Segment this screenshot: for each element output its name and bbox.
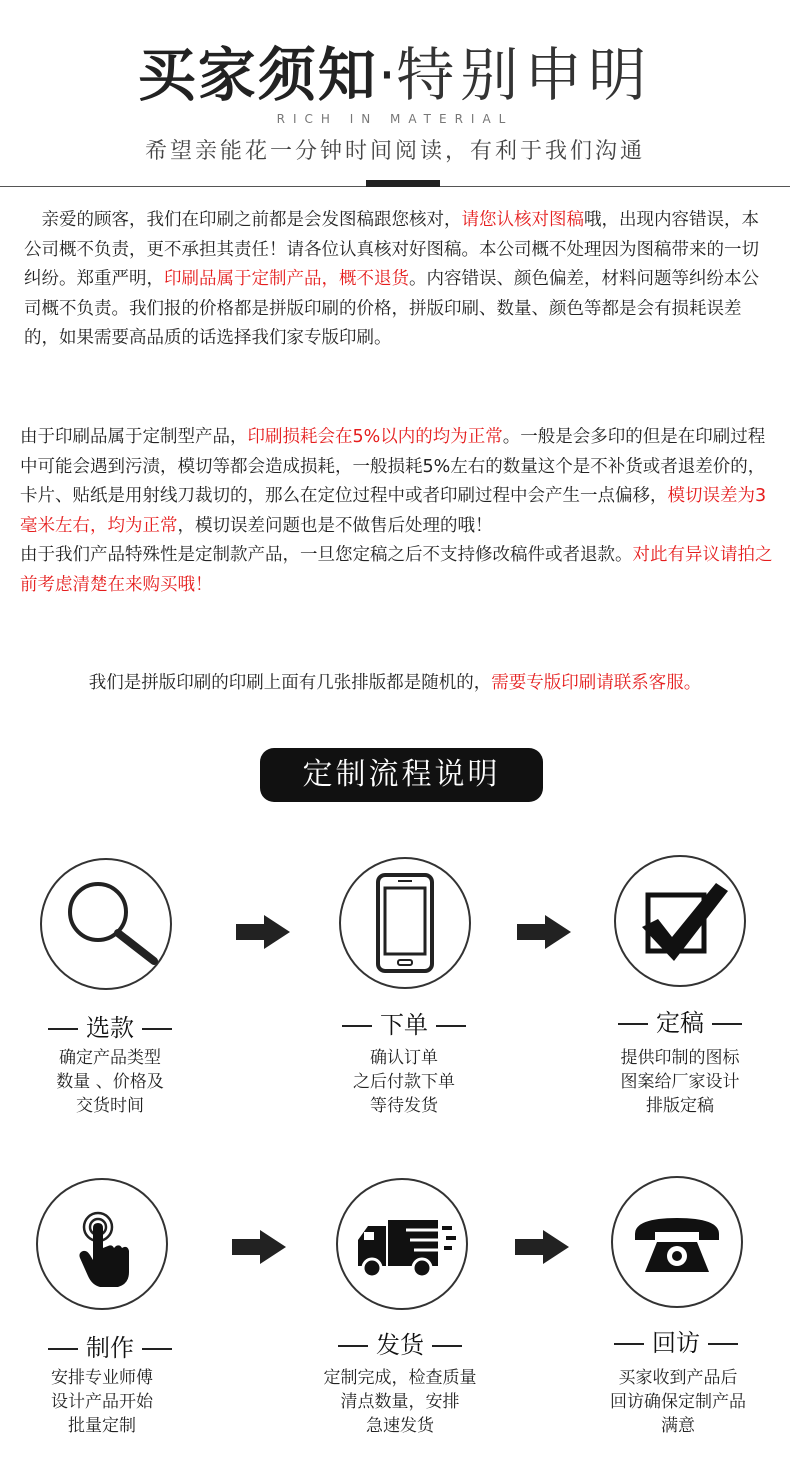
- subtitle-en: RICH IN MATERIAL: [276, 112, 514, 126]
- page-title: [0, 28, 790, 112]
- tap-hand-icon: [38, 1180, 166, 1308]
- step-title-ship: [290, 1325, 510, 1360]
- delivery-truck-icon: [338, 1180, 466, 1308]
- step-circle-followup: [611, 1176, 743, 1308]
- desc-line: 交货时间: [76, 1096, 144, 1116]
- step-title-text: 回访: [652, 1329, 700, 1357]
- subtitle-cn: 希望亲能花一分钟时间阅读，有利于我们沟通: [144, 139, 645, 164]
- desc-line: 急速发货: [366, 1416, 434, 1436]
- step-desc-confirm: [570, 1046, 790, 1118]
- desc-line: 之后付款下单: [353, 1072, 455, 1092]
- header: [0, 0, 790, 195]
- text: 由于印刷品属于定制型产品，: [20, 427, 248, 447]
- text: 由于我们产品特殊性是定制款产品，一旦您定稿之后不支持修改稿件或者退款。: [20, 545, 633, 565]
- desc-line: 排版定稿: [646, 1096, 714, 1116]
- text: ，模切误差问题也是不做售后处理的哦！: [177, 515, 493, 536]
- title-dash: [436, 1025, 466, 1027]
- step-title-text: 制作: [86, 1334, 134, 1362]
- step-desc-order: [294, 1046, 514, 1118]
- highlight-text: 需要专版印刷请联系客服。: [491, 673, 702, 693]
- title-dash: [338, 1345, 368, 1347]
- notice-paragraph-2: [20, 423, 780, 600]
- title-dash: [142, 1348, 172, 1350]
- title-dash: [48, 1028, 78, 1030]
- text: 。一般是会多印的但是在印刷过程中可能会遇到污渍，模切等都会造成损耗，一般损耗5%左右的数量这个是不补货或者退差价的，卡片、贴纸是用射线刀裁切的，那么在定位过程中或者印刷过程中会产生一点偏移，: [20, 427, 766, 506]
- highlight-text: 印刷损耗会在5%以内的均为正常: [247, 427, 503, 447]
- title-dash: [618, 1023, 648, 1025]
- highlight-text: 模切误差为3毫米左右，均为正常: [20, 486, 767, 536]
- notice-paragraph-1: [24, 206, 776, 354]
- arrow-right-icon: [515, 1230, 569, 1264]
- step-circle-confirm: [614, 855, 746, 987]
- title-dash: [432, 1345, 462, 1347]
- highlight-text: 印刷品属于定制产品，概不退货: [164, 269, 409, 289]
- desc-line: 回访确保定制产品: [610, 1392, 746, 1412]
- step-circle-select: [40, 858, 172, 990]
- desc-line: 定制完成，检查质量: [323, 1368, 477, 1388]
- text: 我们是拼版印刷的印刷上面有几张排版都是随机的，: [88, 673, 492, 693]
- desc-line: 确认订单: [370, 1048, 438, 1068]
- arrow-right-icon: [517, 915, 571, 949]
- title-dash: [342, 1025, 372, 1027]
- highlight-text: 请您认核对图稿: [461, 210, 584, 230]
- desc-line: 数量 、价格及: [56, 1072, 164, 1092]
- arrow-right-icon: [232, 1230, 286, 1264]
- desc-line: 买家收到产品后: [618, 1368, 738, 1388]
- title-dash: [48, 1348, 78, 1350]
- desc-line: 设计产品开始: [51, 1392, 153, 1412]
- phone-icon: [341, 859, 469, 987]
- process-heading: 定制流程说明: [260, 748, 543, 802]
- telephone-icon: [613, 1178, 741, 1306]
- text: 亲爱的顾客，我们在印刷之前都是会发图稿跟您核对，: [41, 210, 462, 230]
- desc-line: 确定产品类型: [59, 1048, 161, 1068]
- highlight-text: 对此有异议请拍之前考虑清楚在来购买哦！: [20, 545, 773, 595]
- title-bold: 买家须知: [137, 41, 378, 109]
- desc-line: 清点数量，安排: [340, 1392, 460, 1412]
- desc-line: 提供印制的图标: [620, 1048, 740, 1068]
- title-dash: [142, 1028, 172, 1030]
- text: 哦，出现内容错误，本公司概不负责，更不承担其责任！请各位认真核对好图稿。本公司概不处理因为图稿带来的一切纠纷。郑重严明，: [24, 210, 759, 289]
- checkbox-icon: [616, 857, 744, 985]
- step-title-followup: [566, 1323, 786, 1358]
- step-title-text: 选款: [86, 1014, 134, 1042]
- desc-line: 满意: [661, 1416, 695, 1436]
- step-title-select: [0, 1008, 220, 1043]
- desc-line: 等待发货: [370, 1096, 438, 1116]
- arrow-right-icon: [236, 915, 290, 949]
- step-title-text: 定稿: [656, 1009, 704, 1037]
- step-desc-select: [0, 1046, 220, 1118]
- step-title-confirm: [570, 1003, 790, 1038]
- title-dash: [614, 1343, 644, 1345]
- text: 。内容错误、颜色偏差，材料问题等纠纷本公司概不负责。我们报的价格都是拼版印刷的价格，拼版印刷、数量、颜色等都是会有损耗误差的，如果需要高品质的话选择我们家专版印刷。: [24, 269, 759, 348]
- step-desc-produce: [0, 1366, 212, 1438]
- step-circle-produce: [36, 1178, 168, 1310]
- step-title-produce: [0, 1328, 220, 1363]
- step-title-order: [294, 1005, 514, 1040]
- step-circle-order: [339, 857, 471, 989]
- desc-line: 图案给厂家设计: [620, 1072, 740, 1092]
- title-dash: [708, 1343, 738, 1345]
- step-title-text: 发货: [376, 1331, 424, 1359]
- divider-accent: [366, 180, 440, 187]
- title-light: 特别申明: [396, 41, 653, 109]
- title-dash: [712, 1023, 742, 1025]
- title-dot: ·: [377, 41, 397, 109]
- step-desc-ship: [290, 1366, 510, 1438]
- step-desc-followup: [568, 1366, 788, 1438]
- step-circle-ship: [336, 1178, 468, 1310]
- desc-line: 批量定制: [68, 1416, 136, 1436]
- notice-paragraph-3: [0, 669, 790, 699]
- magnifier-icon: [42, 860, 170, 988]
- desc-line: 安排专业师傅: [51, 1368, 153, 1388]
- step-title-text: 下单: [380, 1011, 428, 1039]
